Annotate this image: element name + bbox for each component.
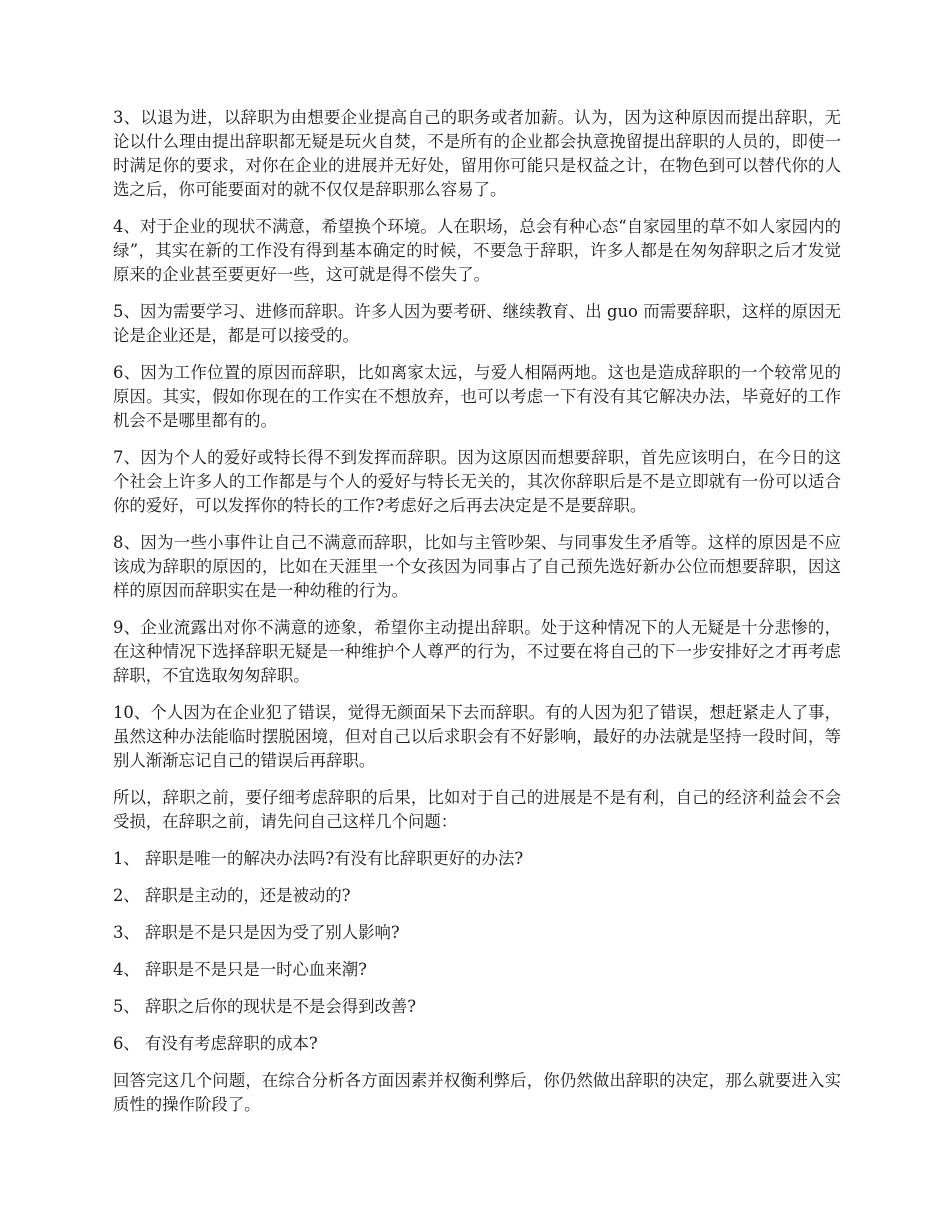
paragraph-reason-5: 5、因为需要学习、进修而辞职。许多人因为要考研、继续教育、出 guo 而需要辞职，这样的原因无论是企业还是，都是可以接受的。 — [113, 302, 841, 345]
question-item: 2、 辞职是主动的，还是被动的? — [113, 886, 351, 905]
paragraph-reason-10: 10、个人因为在企业犯了错误，觉得无颜面呆下去而辞职。有的人因为犯了错误，想赶紧走人了事，虽然这种办法能临时摆脱困境，但对自己以后求职会有不好影响，最好的办法就是坚持一段时间，等别人渐渐忘记自己的错误后再辞职。 — [113, 703, 841, 770]
paragraph-reason-3: 3、以退为进，以辞职为由想要企业提高自己的职务或者加薪。认为，因为这种原因而提出辞职，无论以什么理由提出辞职都无疑是玩火自焚，不是所有的企业都会执意挽留提出辞职的人员的，即使一时满足你的要求，对你在企业的进展并无好处，留用你可能只是权益之计，在物色到可以替代你的人选之后，你可能要面对的就不仅仅是辞职那么容易了。 — [113, 108, 841, 199]
paragraph-summary-intro: 所以，辞职之前，要仔细考虑辞职的后果，比如对于自己的进展是不是有利，自己的经济利益会不会受损，在辞职之前，请先问自己这样几个问题： — [113, 788, 841, 831]
question-item: 3、 辞职是不是只是因为受了别人影响? — [113, 923, 400, 942]
paragraph-reason-6: 6、因为工作位置的原因而辞职，比如离家太远，与爱人相隔两地。这也是造成辞职的一个较常见的原因。其实，假如你现在的工作实在不想放弃，也可以考虑一下有没有其它解决办法，毕竟好的工作机会不是哪里都有的。 — [113, 363, 841, 430]
question-item: 6、 有没有考虑辞职的成本? — [113, 1034, 318, 1053]
paragraph-closing: 回答完这几个问题，在综合分析各方面因素并权衡利弊后，你仍然做出辞职的决定，那么就要进入实质性的操作阶段了。 — [113, 1071, 841, 1114]
paragraph-reason-9: 9、企业流露出对你不满意的迹象，希望你主动提出辞职。处于这种情况下的人无疑是十分悲惨的，在这种情况下选择辞职无疑是一种维护个人尊严的行为，不过要在将自己的下一步安排好之才再考虑辞职，不宜选取匆匆辞职。 — [113, 618, 841, 685]
document-body — [113, 106, 841, 1130]
question-item: 1、 辞职是唯一的解决办法吗?有没有比辞职更好的办法? — [113, 849, 524, 868]
question-item: 5、 辞职之后你的现状是不是会得到改善? — [113, 997, 417, 1016]
paragraph-reason-8: 8、因为一些小事件让自己不满意而辞职，比如与主管吵架、与同事发生矛盾等。这样的原因是不应该成为辞职的原因的，比如在天涯里一个女孩因为同事占了自己预先选好新办公位而想要辞职，因这样的原因而辞职实在是一种幼稚的行为。 — [113, 533, 841, 600]
question-item: 4、 辞职是不是只是一时心血来潮? — [113, 960, 367, 979]
paragraph-reason-7: 7、因为个人的爱好或特长得不到发挥而辞职。因为这原因而想要辞职，首先应该明白，在今日的这个社会上许多人的工作都是与个人的爱好与特长无关的，其次你辞职后是不是立即就有一份可以适合你的爱好，可以发挥你的特长的工作?考虑好之后再去决定是不是要辞职。 — [113, 448, 841, 515]
paragraph-reason-4: 4、对于企业的现状不满意，希望换个环境。人在职场，总会有种心态“自家园里的草不如人家园内的绿”，其实在新的工作没有得到基本确定的时候，不要急于辞职，许多人都是在匆匆辞职之后才发觉原来的企业甚至要更好一些，这可就是得不偿失了。 — [113, 217, 841, 284]
